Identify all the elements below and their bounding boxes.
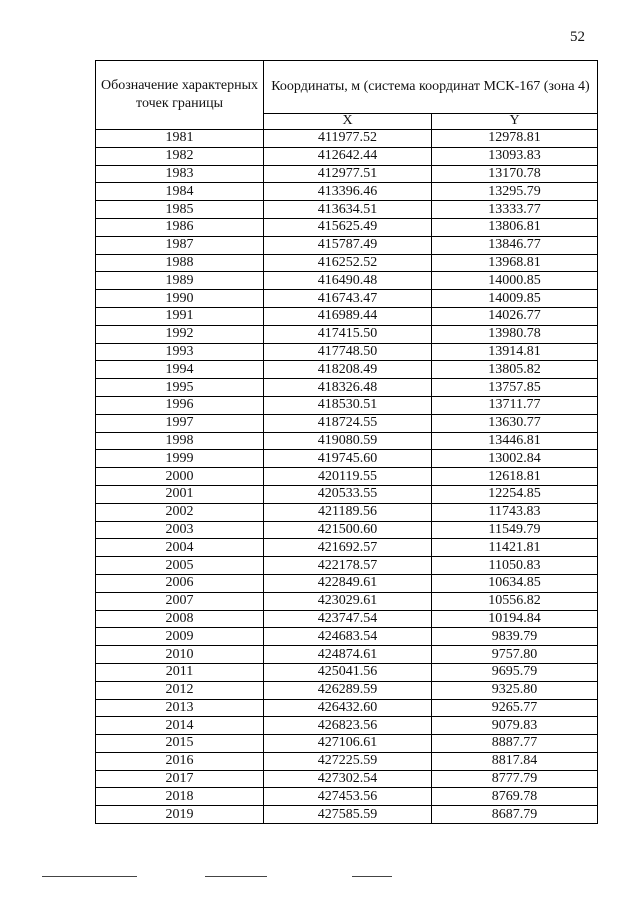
- y-coordinate-cell: 10556.82: [432, 592, 598, 610]
- y-coordinate-cell: 13093.83: [432, 147, 598, 165]
- table-row: [96, 521, 598, 539]
- point-id-cell: 1996: [96, 396, 264, 414]
- table-row: [96, 663, 598, 681]
- table-row: [96, 290, 598, 308]
- x-coordinate-cell: 413634.51: [264, 201, 432, 219]
- y-coordinate-cell: 13757.85: [432, 379, 598, 397]
- point-id-cell: 2005: [96, 557, 264, 575]
- table-row: [96, 592, 598, 610]
- y-coordinate-cell: 13980.78: [432, 325, 598, 343]
- point-id-cell: 2004: [96, 539, 264, 557]
- x-coordinate-cell: 412977.51: [264, 165, 432, 183]
- x-coordinate-cell: 413396.46: [264, 183, 432, 201]
- point-id-cell: 2006: [96, 574, 264, 592]
- table-row: [96, 770, 598, 788]
- table-row: [96, 610, 598, 628]
- x-coordinate-cell: 427585.59: [264, 806, 432, 824]
- y-coordinate-cell: 13002.84: [432, 450, 598, 468]
- y-coordinate-cell: 11549.79: [432, 521, 598, 539]
- point-id-cell: 1984: [96, 183, 264, 201]
- point-id-cell: 1983: [96, 165, 264, 183]
- y-coordinate-cell: 8777.79: [432, 770, 598, 788]
- y-coordinate-cell: 11050.83: [432, 557, 598, 575]
- y-coordinate-cell: 8687.79: [432, 806, 598, 824]
- x-coordinate-cell: 416989.44: [264, 307, 432, 325]
- x-coordinate-cell: 426823.56: [264, 717, 432, 735]
- point-id-cell: 2008: [96, 610, 264, 628]
- table-row: [96, 468, 598, 486]
- y-coordinate-cell: 13630.77: [432, 414, 598, 432]
- point-id-cell: 1987: [96, 236, 264, 254]
- page-number: 52: [570, 29, 585, 45]
- table-row: [96, 147, 598, 165]
- table-row: [96, 681, 598, 699]
- y-coordinate-cell: 13968.81: [432, 254, 598, 272]
- x-coordinate-cell: 420533.55: [264, 485, 432, 503]
- x-coordinate-cell: 425041.56: [264, 663, 432, 681]
- header-point-designation: Обозначение характерных точек границы: [96, 61, 264, 130]
- point-id-cell: 2011: [96, 663, 264, 681]
- y-coordinate-cell: 14009.85: [432, 290, 598, 308]
- y-coordinate-cell: 9695.79: [432, 663, 598, 681]
- x-coordinate-cell: 416743.47: [264, 290, 432, 308]
- point-id-cell: 1986: [96, 218, 264, 236]
- table-row: [96, 574, 598, 592]
- y-coordinate-cell: 9079.83: [432, 717, 598, 735]
- table-row: [96, 735, 598, 753]
- table-row: [96, 396, 598, 414]
- y-coordinate-cell: 12978.81: [432, 130, 598, 148]
- point-id-cell: 2012: [96, 681, 264, 699]
- table-row: [96, 236, 598, 254]
- x-coordinate-cell: 422178.57: [264, 557, 432, 575]
- x-coordinate-cell: 418530.51: [264, 396, 432, 414]
- y-coordinate-cell: 10634.85: [432, 574, 598, 592]
- table-row: [96, 717, 598, 735]
- table-row: [96, 628, 598, 646]
- y-coordinate-cell: 13446.81: [432, 432, 598, 450]
- y-coordinate-cell: 12618.81: [432, 468, 598, 486]
- table-row: [96, 539, 598, 557]
- x-coordinate-cell: 419745.60: [264, 450, 432, 468]
- coordinates-table: [95, 60, 598, 824]
- y-coordinate-cell: 10194.84: [432, 610, 598, 628]
- point-id-cell: 2009: [96, 628, 264, 646]
- y-coordinate-cell: 13295.79: [432, 183, 598, 201]
- x-coordinate-cell: 416490.48: [264, 272, 432, 290]
- point-id-cell: 1989: [96, 272, 264, 290]
- x-coordinate-cell: 426432.60: [264, 699, 432, 717]
- point-id-cell: 2000: [96, 468, 264, 486]
- x-coordinate-cell: 417415.50: [264, 325, 432, 343]
- table-row: [96, 201, 598, 219]
- x-coordinate-cell: 418208.49: [264, 361, 432, 379]
- x-coordinate-cell: 412642.44: [264, 147, 432, 165]
- table-row: [96, 450, 598, 468]
- header-y: Y: [432, 113, 598, 129]
- table-row: [96, 325, 598, 343]
- table-row: [96, 646, 598, 664]
- x-coordinate-cell: 418724.55: [264, 414, 432, 432]
- point-id-cell: 1991: [96, 307, 264, 325]
- y-coordinate-cell: 9325.80: [432, 681, 598, 699]
- x-coordinate-cell: 424874.61: [264, 646, 432, 664]
- y-coordinate-cell: 13805.82: [432, 361, 598, 379]
- table-row: [96, 254, 598, 272]
- point-id-cell: 1993: [96, 343, 264, 361]
- point-id-cell: 1981: [96, 130, 264, 148]
- x-coordinate-cell: 426289.59: [264, 681, 432, 699]
- y-coordinate-cell: 13846.77: [432, 236, 598, 254]
- point-id-cell: 2014: [96, 717, 264, 735]
- table-row: [96, 343, 598, 361]
- point-id-cell: 2017: [96, 770, 264, 788]
- y-coordinate-cell: 14026.77: [432, 307, 598, 325]
- footer-line: [42, 876, 137, 877]
- point-id-cell: 1992: [96, 325, 264, 343]
- x-coordinate-cell: 420119.55: [264, 468, 432, 486]
- x-coordinate-cell: 427453.56: [264, 788, 432, 806]
- table-row: [96, 361, 598, 379]
- point-id-cell: 2010: [96, 646, 264, 664]
- x-coordinate-cell: 427225.59: [264, 752, 432, 770]
- y-coordinate-cell: 12254.85: [432, 485, 598, 503]
- table-row: [96, 183, 598, 201]
- point-id-cell: 2019: [96, 806, 264, 824]
- y-coordinate-cell: 9839.79: [432, 628, 598, 646]
- y-coordinate-cell: 13914.81: [432, 343, 598, 361]
- table-row: [96, 414, 598, 432]
- x-coordinate-cell: 415625.49: [264, 218, 432, 236]
- x-coordinate-cell: 421500.60: [264, 521, 432, 539]
- x-coordinate-cell: 418326.48: [264, 379, 432, 397]
- y-coordinate-cell: 13806.81: [432, 218, 598, 236]
- table-row: [96, 130, 598, 148]
- x-coordinate-cell: 411977.52: [264, 130, 432, 148]
- y-coordinate-cell: 8817.84: [432, 752, 598, 770]
- point-id-cell: 1994: [96, 361, 264, 379]
- y-coordinate-cell: 8887.77: [432, 735, 598, 753]
- point-id-cell: 1990: [96, 290, 264, 308]
- point-id-cell: 1999: [96, 450, 264, 468]
- header-coordinates: Координаты, м (система координат МСК-167 (зона 4): [264, 61, 598, 114]
- table-row: [96, 806, 598, 824]
- point-id-cell: 1998: [96, 432, 264, 450]
- y-coordinate-cell: 9757.80: [432, 646, 598, 664]
- point-id-cell: 2007: [96, 592, 264, 610]
- footer-line: [352, 876, 392, 877]
- table-row: [96, 272, 598, 290]
- point-id-cell: 1982: [96, 147, 264, 165]
- y-coordinate-cell: 13170.78: [432, 165, 598, 183]
- table-body: [96, 130, 598, 824]
- x-coordinate-cell: 427106.61: [264, 735, 432, 753]
- x-coordinate-cell: 415787.49: [264, 236, 432, 254]
- table-row: [96, 379, 598, 397]
- x-coordinate-cell: 416252.52: [264, 254, 432, 272]
- table-row: [96, 752, 598, 770]
- point-id-cell: 1988: [96, 254, 264, 272]
- y-coordinate-cell: 11743.83: [432, 503, 598, 521]
- point-id-cell: 2013: [96, 699, 264, 717]
- footer-line: [205, 876, 267, 877]
- point-id-cell: 2001: [96, 485, 264, 503]
- x-coordinate-cell: 419080.59: [264, 432, 432, 450]
- table-row: [96, 432, 598, 450]
- y-coordinate-cell: 14000.85: [432, 272, 598, 290]
- table-row: [96, 307, 598, 325]
- y-coordinate-cell: 11421.81: [432, 539, 598, 557]
- point-id-cell: 2003: [96, 521, 264, 539]
- point-id-cell: 2018: [96, 788, 264, 806]
- y-coordinate-cell: 13711.77: [432, 396, 598, 414]
- x-coordinate-cell: 427302.54: [264, 770, 432, 788]
- point-id-cell: 1985: [96, 201, 264, 219]
- table-row: [96, 485, 598, 503]
- table-row: [96, 503, 598, 521]
- table-row: [96, 557, 598, 575]
- y-coordinate-cell: 8769.78: [432, 788, 598, 806]
- point-id-cell: 2016: [96, 752, 264, 770]
- point-id-cell: 1995: [96, 379, 264, 397]
- table-row: [96, 218, 598, 236]
- x-coordinate-cell: 423747.54: [264, 610, 432, 628]
- x-coordinate-cell: 422849.61: [264, 574, 432, 592]
- x-coordinate-cell: 421692.57: [264, 539, 432, 557]
- point-id-cell: 2015: [96, 735, 264, 753]
- x-coordinate-cell: 417748.50: [264, 343, 432, 361]
- table-row: [96, 165, 598, 183]
- point-id-cell: 2002: [96, 503, 264, 521]
- x-coordinate-cell: 424683.54: [264, 628, 432, 646]
- y-coordinate-cell: 9265.77: [432, 699, 598, 717]
- y-coordinate-cell: 13333.77: [432, 201, 598, 219]
- point-id-cell: 1997: [96, 414, 264, 432]
- table-row: [96, 788, 598, 806]
- header-x: X: [264, 113, 432, 129]
- x-coordinate-cell: 421189.56: [264, 503, 432, 521]
- x-coordinate-cell: 423029.61: [264, 592, 432, 610]
- table-row: [96, 699, 598, 717]
